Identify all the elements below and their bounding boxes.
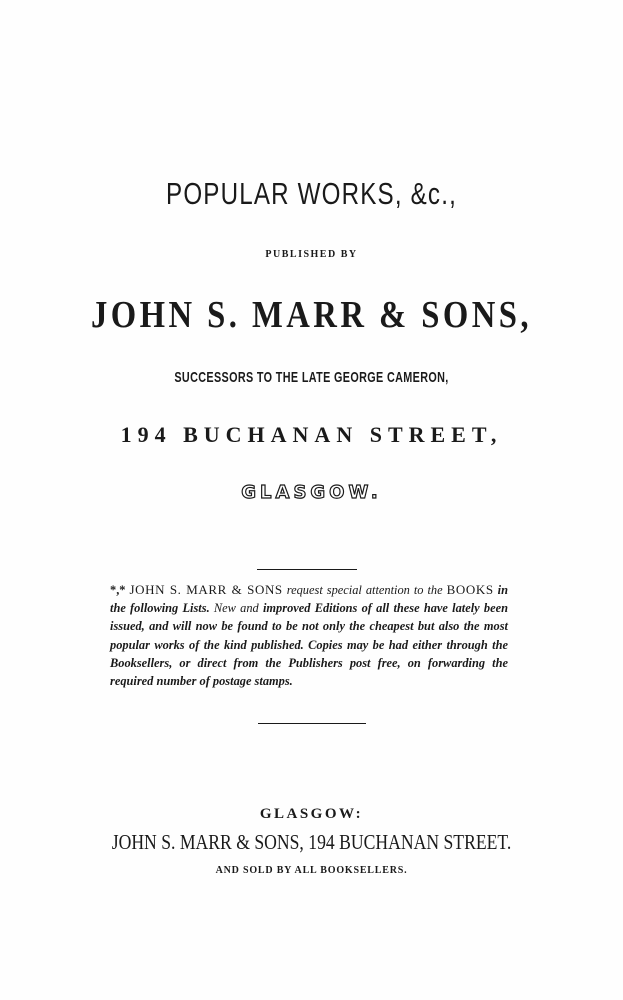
city-name: GLASGOW. [241,482,382,503]
successors-line: SUCCESSORS TO THE LATE GEORGE CAMERON, [174,369,449,386]
notice-text-1: request special attention to the [282,583,447,597]
notice-books-word: BOOKS [446,582,494,597]
divider-top [257,569,357,570]
footer-city: GLASGOW: [259,806,364,822]
notice-paragraph [110,581,508,690]
street-address: 194 BUCHANAN STREET, [120,422,503,447]
divider-bottom [258,723,366,724]
notice-text-2: in the following Lists. [110,583,508,616]
notice-text-3: improved Editions of all these have lately been issued, and will now be found to be not only the cheapest but also the most popular works of the kind published. Copies may be had either through the Booksellers, or direct from the Publishers post free, on forwarding the required number of postage stamps. [110,601,508,689]
footer-sold-by: AND SOLD BY ALL BOOKSELLERS. [215,865,408,876]
publisher-name: JOHN S. MARR & SONS, [90,294,533,336]
notice-firm-name: JOHN S. MARR & SONS [129,582,283,597]
asterism-mark: *,* [110,583,126,597]
page-title: POPULAR WORKS, &c., [166,176,457,211]
published-by-label: PUBLISHED BY [265,249,358,260]
footer-publisher: JOHN S. MARR & SONS, 194 BUCHANAN STREET. [111,830,512,854]
notice-faint-text: New and [213,601,259,616]
